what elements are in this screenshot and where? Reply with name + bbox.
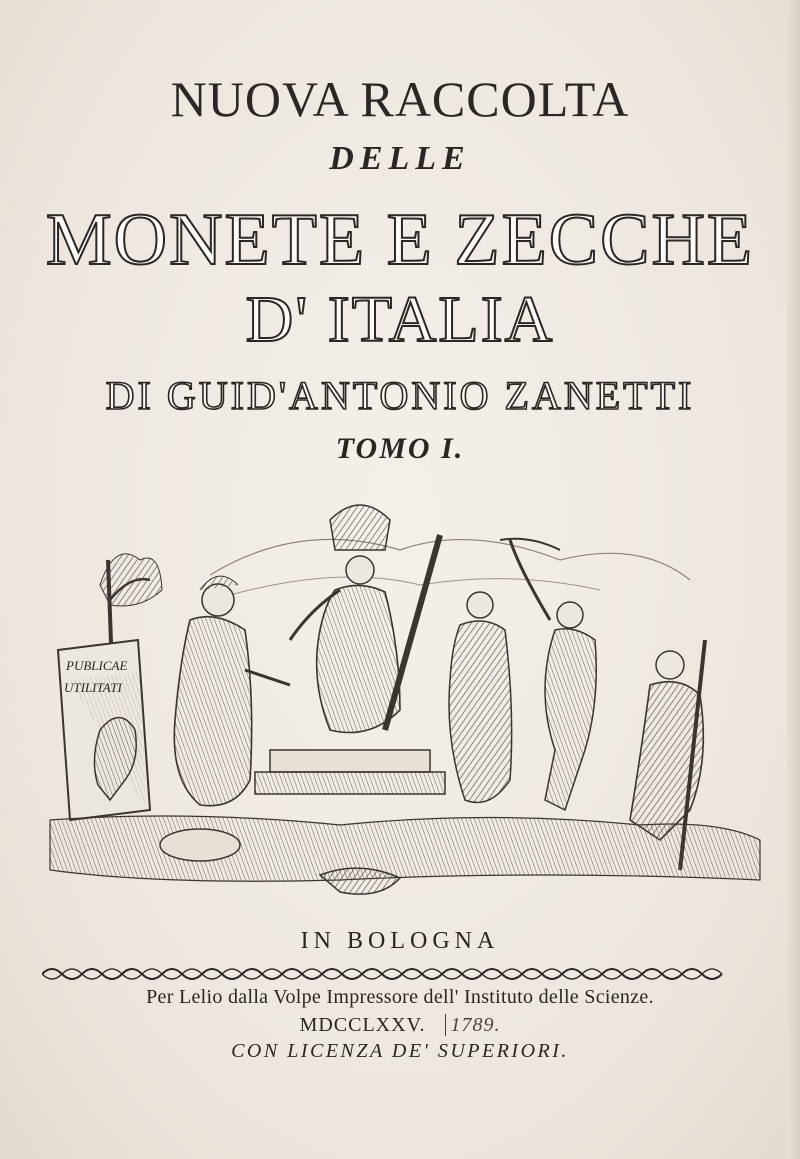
allegorical-engraving — [40, 480, 764, 910]
ornamental-rule — [42, 962, 732, 986]
author-line: DI GUID'ANTONIO ZANETTI — [105, 373, 695, 418]
enthroned-figure — [290, 505, 440, 733]
svg-text:PUBLICAE: PUBLICAE — [66, 658, 128, 673]
page-edge — [786, 0, 800, 1159]
publication-date — [0, 1014, 800, 1037]
roman-date: MDCCLXXV. — [299, 1014, 426, 1036]
volume-label: TOMO I. — [335, 432, 465, 465]
title-line-4: D' ITALIA — [245, 283, 555, 356]
handwritten-date: 1789. — [445, 1014, 500, 1036]
license-line: CON LICENZA DE' SUPERIORI. — [231, 1040, 569, 1062]
title-line-1: NUOVA RACCOLTA — [170, 71, 630, 127]
svg-text:UTILITATI: UTILITATI — [64, 680, 122, 695]
printer-line: Per Lelio dalla Volpe Impressore dell' Instituto delle Scienze. — [146, 986, 654, 1008]
title-line-2: DELLE — [329, 140, 471, 177]
title-line-3: MONETE E ZECCHE — [45, 199, 755, 281]
imprint-city: IN BOLOGNA — [300, 928, 500, 954]
standing-figure — [449, 592, 512, 803]
mercury-figure — [500, 539, 596, 810]
